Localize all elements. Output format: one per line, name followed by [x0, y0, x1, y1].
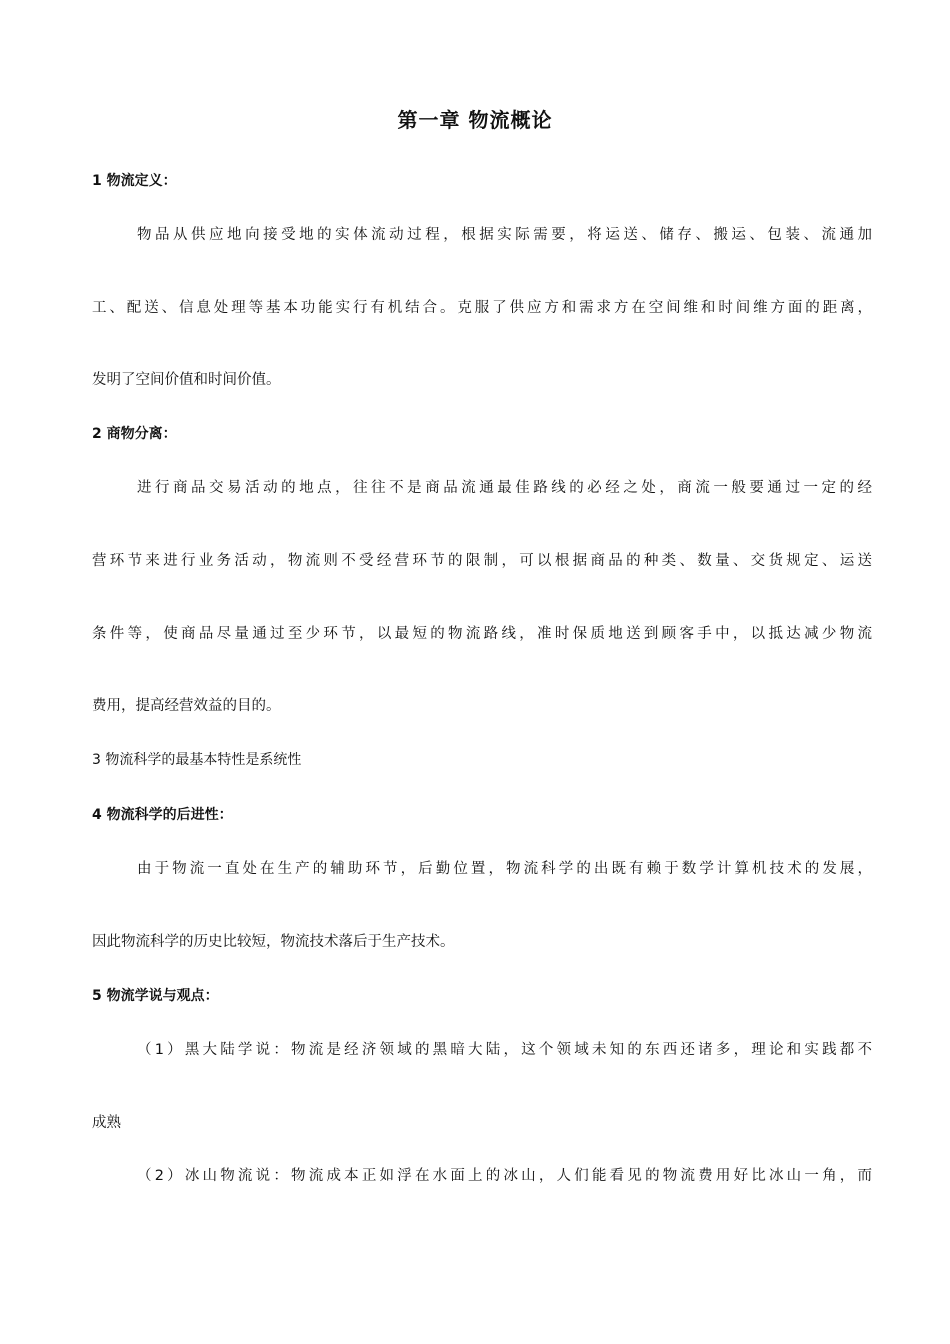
paragraph-line: 工、配送、信息处理等基本功能实行有机结合。克服了供应方和需求方在空间维和时间维方面的距离，	[92, 300, 872, 316]
section-heading-theories: 5 物流学说与观点：	[92, 988, 219, 1004]
paragraph-line: 成熟	[92, 1115, 121, 1131]
chapter-title: 第一章 物流概论	[397, 108, 553, 132]
paragraph-line: 由于物流一直处在生产的辅助环节，后勤位置，物流科学的出既有赖于数学计算机技术的发展，	[137, 861, 872, 877]
paragraph-line: （2）冰山物流说：物流成本正如浮在水面上的冰山，人们能看见的物流费用好比冰山一角，而	[137, 1168, 872, 1184]
paragraph-line: 进行商品交易活动的地点，往往不是商品流通最佳路线的必经之处，商流一般要通过一定的经	[137, 480, 872, 496]
section-heading-separation: 2 商物分离：	[92, 426, 177, 442]
section-heading-definition: 1 物流定义：	[92, 173, 177, 189]
paragraph-line: 费用，提高经营效益的目的。	[92, 698, 281, 714]
paragraph-line: 因此物流科学的历史比较短，物流技术落后于生产技术。	[92, 934, 455, 950]
paragraph-line: 营环节来进行业务活动，物流则不受经营环节的限制，可以根据商品的种类、数量、交货规定、运送	[92, 553, 872, 569]
paragraph-line: 发明了空间价值和时间价值。	[92, 372, 281, 388]
paragraph-line: 物品从供应地向接受地的实体流动过程，根据实际需要，将运送、储存、搬运、包装、流通加	[137, 227, 872, 243]
paragraph-line: 条件等，使商品尽量通过至少环节，以最短的物流路线，准时保质地送到顾客手中，以抵达减少物流	[92, 626, 872, 642]
section-heading-systematic: 3 物流科学的最基本特性是系统性	[92, 752, 302, 768]
paragraph-line: （1）黑大陆学说：物流是经济领域的黑暗大陆，这个领域未知的东西还诸多，理论和实践都不	[137, 1042, 872, 1058]
section-heading-backwardness: 4 物流科学的后进性：	[92, 807, 233, 823]
